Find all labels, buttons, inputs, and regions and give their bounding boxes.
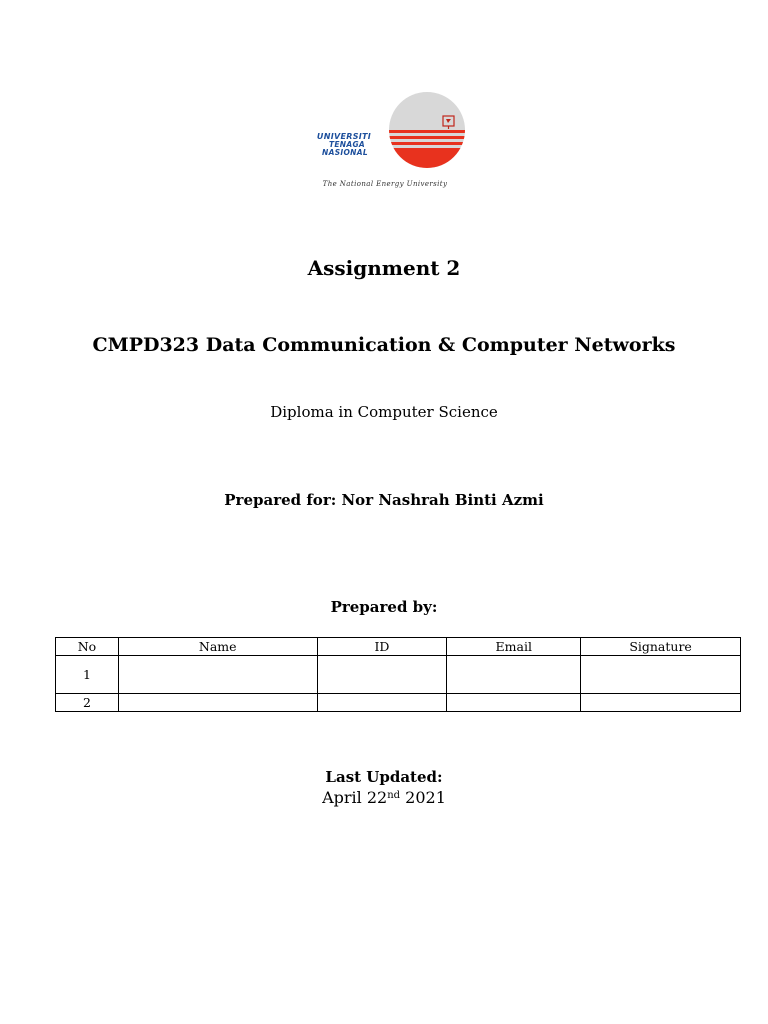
cell-name <box>118 656 317 694</box>
logo-tagline: The National Energy University <box>322 180 448 188</box>
table-row <box>56 656 741 694</box>
header-email: Email <box>447 638 581 656</box>
prepared-by-label: Prepared by: <box>330 598 438 616</box>
course-title: CMPD323 Data Communication & Computer Networks <box>92 334 676 356</box>
date-year: 2021 <box>400 788 446 807</box>
table-row <box>56 694 741 712</box>
cell-email <box>447 656 581 694</box>
logo-text-line1: UNIVERSITI <box>316 132 372 141</box>
header-name: Name <box>118 638 317 656</box>
header-signature: Signature <box>581 638 741 656</box>
cell-signature <box>581 694 741 712</box>
last-updated-label: Last Updated: <box>325 768 443 786</box>
last-updated-date <box>0 788 768 807</box>
date-prefix: April 22 <box>322 788 388 807</box>
university-logo <box>300 90 475 195</box>
logo-text-line2: TENAGA <box>328 140 366 149</box>
cell-email <box>447 694 581 712</box>
prepared-for: Prepared for: Nor Nashrah Binti Azmi <box>224 491 544 509</box>
cell-id <box>317 694 447 712</box>
date-suffix: nd <box>387 790 401 801</box>
program-name: Diploma in Computer Science <box>270 403 498 421</box>
logo-emblem <box>385 92 475 178</box>
cell-no: 1 <box>56 656 119 694</box>
header-no: No <box>56 638 119 656</box>
table-header-row <box>56 638 741 656</box>
header-id: ID <box>317 638 447 656</box>
document-title: Assignment 2 <box>307 256 461 280</box>
cell-signature <box>581 656 741 694</box>
logo-text-line3: NASIONAL <box>322 148 368 157</box>
cell-name <box>118 694 317 712</box>
members-table <box>55 637 741 712</box>
cell-no: 2 <box>56 694 119 712</box>
cell-id <box>317 656 447 694</box>
